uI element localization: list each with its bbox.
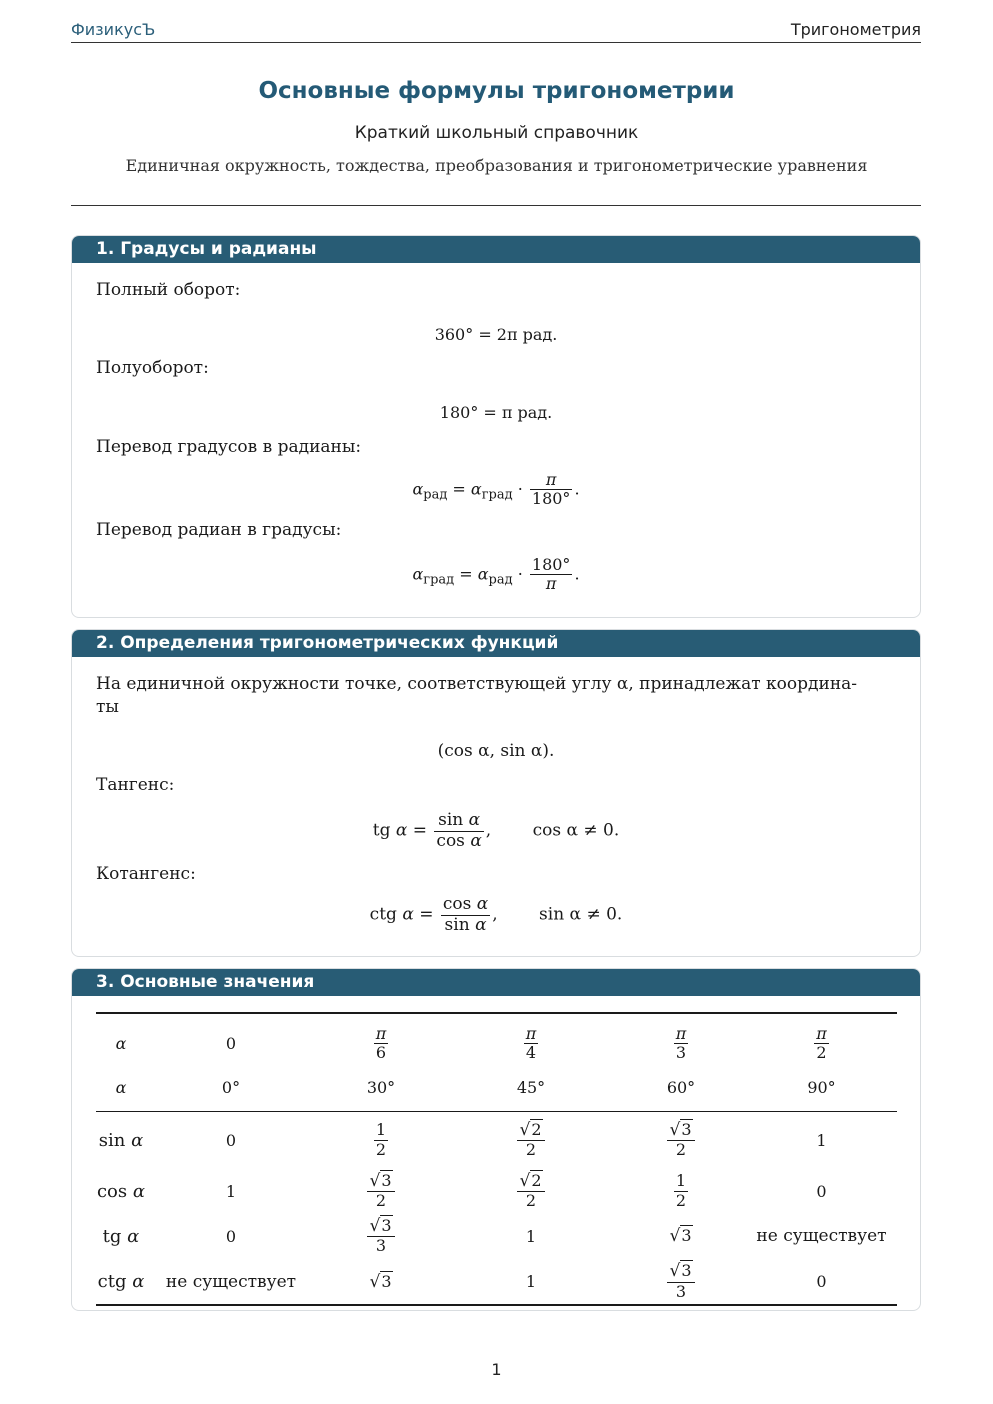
full-turn-label: Полный оборот: [96, 280, 241, 300]
header-brand: ФизикусЪ [71, 20, 156, 39]
tangent-label: Тангенс: [96, 775, 175, 795]
coords-equation: (cos α, sin α). [437, 741, 555, 761]
table-row: ctg α не существует √3 1 $\frac{√3}{3}$ 0 [96, 1259, 897, 1305]
section-heading: 2. Определения тригонометрических функций [72, 630, 920, 657]
table-row: sin α 0 $\frac{1}{2}$ $\frac{√2}{2}$ $\frac{√3}{2}$ 1 [96, 1111, 897, 1169]
deg-to-rad-label: Перевод градусов в радианы: [96, 437, 362, 457]
table-row: α 0 $\frac{\pi}{6}$ $\frac{\pi}{4}$ $\frac{\pi}{3}$ $\frac{\pi}{2}$ [96, 1013, 897, 1073]
page-description: Единичная окружность, тождества, преобразования и тригонометрические уравнения [125, 156, 868, 175]
section-degrees-radians [71, 235, 921, 618]
table-row: cos α 1 $\frac{√3}{2}$ $\frac{√2}{2}$ $\frac{1}{2}$ 0 [96, 1170, 827, 1211]
page-title: Основные формулы тригонометрии [258, 78, 735, 104]
full-turn-equation: 360° = 2π рад. [434, 325, 558, 344]
section-values [71, 968, 921, 1311]
deg-to-rad-formula: $\alpha_{рад} = \alpha_{град}$ · $\frac{\pi}{180^\circ}$ . [412, 470, 580, 509]
page-number: 1 [491, 1360, 502, 1379]
title-divider [71, 205, 921, 206]
section-definitions [71, 629, 921, 957]
table-row: tg α 0 $\frac{√3}{3}$ 1 √3 не существует [102, 1215, 887, 1256]
rad-to-deg-label: Перевод радиан в градусы: [96, 520, 342, 540]
header-divider [71, 42, 921, 43]
half-turn-label: Полуоборот: [96, 358, 209, 378]
half-turn-equation: 180° = π рад. [439, 403, 553, 422]
header-topic: Тригонометрия [790, 20, 921, 39]
cotangent-label: Котангенс: [96, 864, 196, 884]
page-subtitle: Краткий школьный справочник [354, 123, 639, 143]
values-table [96, 1012, 897, 1306]
rad-to-deg-formula: $\alpha_{град} = \alpha_{рад}$ · $\frac{180^\circ}{\pi}$ . [412, 555, 580, 594]
section-heading: 1. Градусы и радианы [72, 236, 920, 263]
unit-circle-intro-line2: ты [96, 697, 119, 717]
tangent-formula: tg α = $\frac{\text{sin α}}{\text{cos α}}$ , cos α ≠ 0. [372, 810, 620, 851]
table-row: α 0° 30° 45° 60° 90° [115, 1077, 836, 1097]
section-heading: 3. Основные значения [72, 969, 920, 996]
cotangent-formula: ctg α = $\frac{\text{cos α}}{\text{sin α}}$ , sin α ≠ 0. [369, 894, 623, 935]
unit-circle-intro-line1: На единичной окружности точке, соответствующей углу α, принадлежат координа- [96, 674, 858, 694]
